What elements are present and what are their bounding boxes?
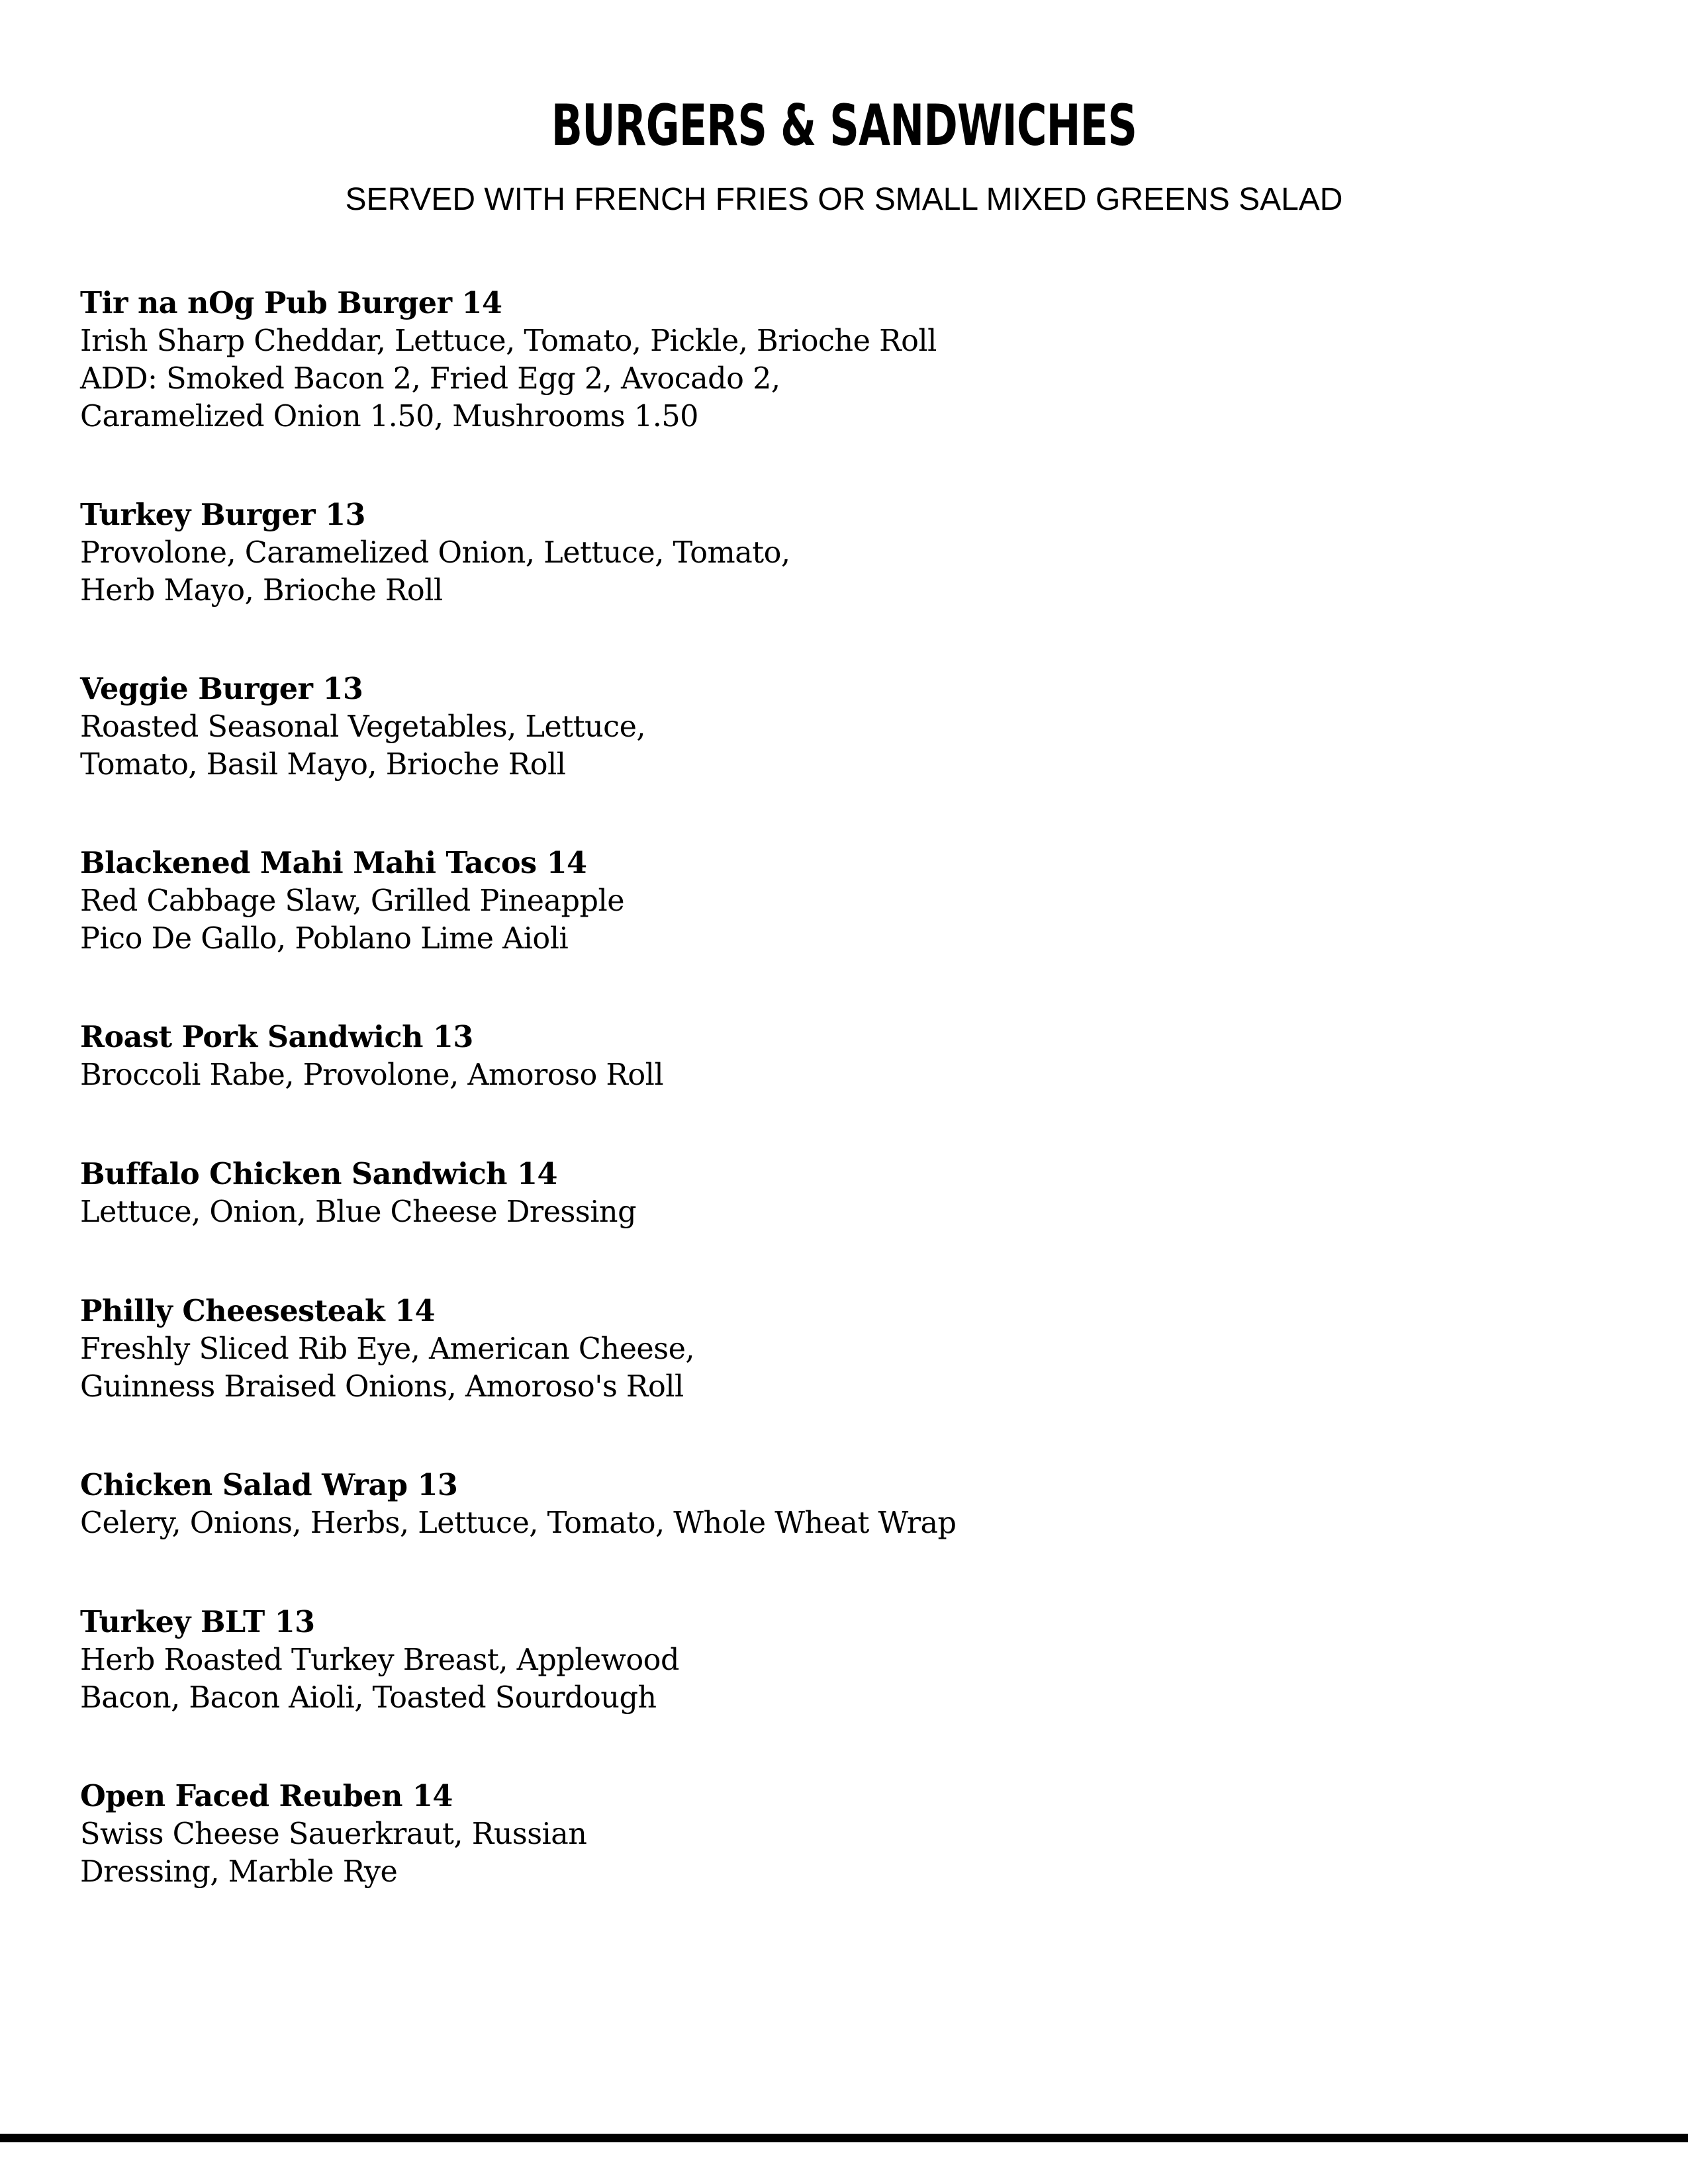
item-description-line: Roasted Seasonal Vegetables, Lettuce, — [80, 710, 646, 744]
menu-item-philly-cheesesteak — [80, 1293, 694, 1406]
item-name: Philly Cheesesteak 14 — [80, 1294, 436, 1328]
item-description-line: Red Cabbage Slaw, Grilled Pineapple — [80, 884, 625, 918]
page-title: BURGERS & SANDWICHES — [551, 93, 1137, 159]
item-name: Turkey BLT 13 — [80, 1605, 315, 1639]
item-description-line: Celery, Onions, Herbs, Lettuce, Tomato, Whole Wheat Wrap — [80, 1506, 957, 1540]
item-description-line: Herb Mayo, Brioche Roll — [80, 574, 443, 608]
menu-item-pub-burger — [80, 285, 937, 435]
menu-item-veggie-burger — [80, 670, 645, 784]
item-description-line: Pico De Gallo, Poblano Lime Aioli — [80, 922, 569, 956]
menu-item-buffalo-chicken — [80, 1156, 636, 1231]
item-name: Blackened Mahi Mahi Tacos 14 — [80, 846, 587, 880]
bottom-divider — [0, 2134, 1688, 2142]
item-description-line: Guinness Braised Onions, Amoroso's Roll — [80, 1370, 684, 1404]
menu-item-mahi-tacos — [80, 844, 624, 958]
menu-item-roast-pork — [80, 1019, 663, 1094]
item-name: Tir na nOg Pub Burger 14 — [80, 286, 502, 320]
item-description-line: Swiss Cheese Sauerkraut, Russian — [80, 1817, 587, 1851]
item-description-line: Bacon, Bacon Aioli, Toasted Sourdough — [80, 1681, 657, 1715]
item-name: Turkey Burger 13 — [80, 498, 366, 532]
item-description-line: Herb Roasted Turkey Breast, Applewood — [80, 1643, 679, 1677]
item-description-line: Caramelized Onion 1.50, Mushrooms 1.50 — [80, 400, 698, 433]
item-description-line: Freshly Sliced Rib Eye, American Cheese, — [80, 1332, 695, 1366]
page-subtitle: SERVED WITH FRENCH FRIES OR SMALL MIXED GREENS SALAD — [345, 182, 1343, 217]
item-name: Veggie Burger 13 — [80, 672, 363, 706]
item-description-line: Provolone, Caramelized Onion, Lettuce, Tomato, — [80, 536, 790, 570]
item-name: Chicken Salad Wrap 13 — [80, 1468, 458, 1502]
item-description-line: Lettuce, Onion, Blue Cheese Dressing — [80, 1195, 637, 1229]
menu-item-turkey-blt — [80, 1604, 679, 1717]
item-name: Buffalo Chicken Sandwich 14 — [80, 1157, 557, 1191]
item-description-line: ADD: Smoked Bacon 2, Fried Egg 2, Avocado 2, — [80, 362, 780, 396]
menu-item-turkey-burger — [80, 496, 790, 610]
item-description-line: Tomato, Basil Mayo, Brioche Roll — [80, 748, 566, 782]
item-description-line: Broccoli Rabe, Provolone, Amoroso Roll — [80, 1058, 664, 1092]
item-description-line: Irish Sharp Cheddar, Lettuce, Tomato, Pickle, Brioche Roll — [80, 324, 937, 358]
menu-item-open-faced-reuben — [80, 1778, 586, 1891]
item-name: Open Faced Reuben 14 — [80, 1779, 453, 1813]
item-name: Roast Pork Sandwich 13 — [80, 1020, 473, 1054]
item-description-line: Dressing, Marble Rye — [80, 1855, 398, 1889]
menu-item-chicken-salad-wrap — [80, 1467, 957, 1542]
